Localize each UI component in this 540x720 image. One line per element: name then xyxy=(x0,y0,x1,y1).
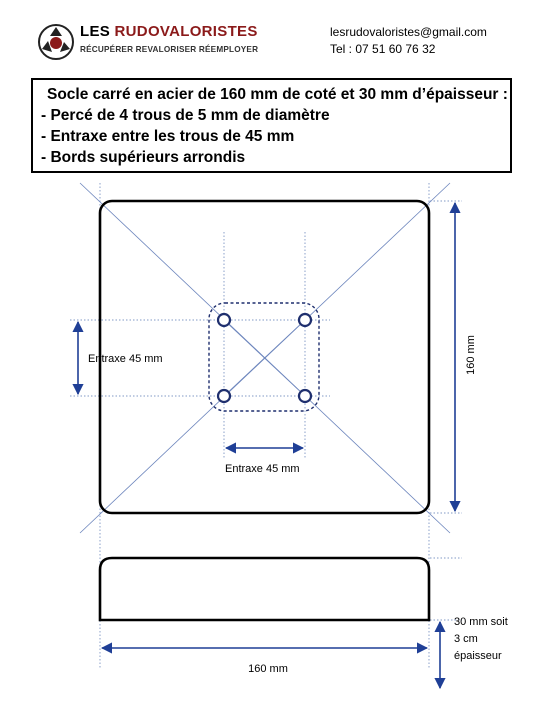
entraxe-vertical-label: Entraxe 45 mm xyxy=(88,353,163,365)
spec-line-entraxe: - Entraxe entre les trous de 45 mm xyxy=(41,128,295,145)
brand-name: LES RUDOVALORISTES xyxy=(80,23,258,40)
hole-top-right xyxy=(299,314,311,326)
spec-line-holes: - Percé de 4 trous de 5 mm de diamètre xyxy=(41,107,330,124)
guide-lines xyxy=(70,183,462,668)
hole-bottom-left xyxy=(218,390,230,402)
spec-line-edges: - Bords supérieurs arrondis xyxy=(41,149,246,166)
spec-title: Socle carré en acier de 160 mm de coté et 30 mm d’épaisseur : xyxy=(47,86,508,103)
hole-top-left xyxy=(218,314,230,326)
thickness-label-line1: 30 mm soit xyxy=(454,616,508,628)
hole-bottom-right xyxy=(299,390,311,402)
thickness-label-line2: 3 cm xyxy=(454,633,478,645)
contact-email: lesrudovaloristes@gmail.com xyxy=(330,25,487,39)
plate-side-view xyxy=(100,558,429,620)
brand-tagline: RÉCUPÉRER REVALORISER RÉEMPLOYER xyxy=(80,45,259,54)
thickness-label-line3: épaisseur xyxy=(454,650,502,662)
entraxe-horizontal-label: Entraxe 45 mm xyxy=(225,463,300,475)
contact-phone: Tel : 07 51 60 76 32 xyxy=(330,42,436,56)
side-height-label: 160 mm xyxy=(465,335,477,375)
width-label: 160 mm xyxy=(248,663,288,675)
dimension-arrows xyxy=(78,203,455,688)
